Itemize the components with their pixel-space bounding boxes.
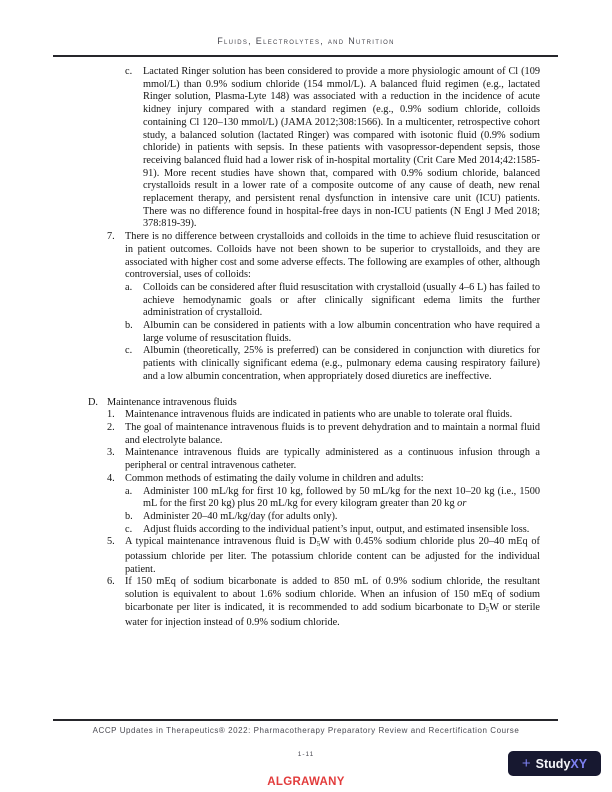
running-head-title: Fluids, Electrolytes, and Nutrition: [217, 36, 395, 46]
paragraph-gap: [88, 384, 540, 397]
list-item: [88, 576, 540, 629]
text-run: or: [457, 498, 467, 510]
list-item: [88, 536, 540, 576]
list-marker: 2.: [107, 421, 115, 433]
text-run: There is no difference between crystalloids and colloids in the time to achieve fluid resuscitation or in patient outcomes. Colloids have not been shown to be superior to crystalloids, and they are associated with higher cost and some adverse effects. The following are examples of other, although controversial, uses of colloids:: [125, 231, 540, 281]
list-marker: c.: [125, 345, 133, 357]
text-run: Albumin (theoretically, 25% is preferred) can be considered in conjunction with diuretics for patients with clinically significant edema (e.g., pulmonary edema causing respiratory failure) and a low albumin concentration, when appropriately dosed diuretics are ineffective.: [143, 345, 540, 382]
watermark-text: ALGRAWANY: [267, 776, 345, 788]
list-marker: 4.: [107, 472, 115, 484]
plus-icon: +: [521, 754, 531, 772]
text-run: The goal of maintenance intravenous fluids is to prevent dehydration and to maintain a normal fluid and electrolyte balance.: [125, 421, 540, 446]
list-item: [88, 231, 540, 282]
list-item: [88, 409, 540, 422]
text-run: Colloids can be considered after fluid resuscitation with crystalloid (usually 4–6 L) has failed to achieve hemodynamic goals or after clinically significant edema limits the further administration of crystalloid.: [143, 281, 540, 319]
text-run: Adjust fluids according to the individual patient’s input, output, and estimated insensible loss.: [143, 523, 530, 535]
text-run: Maintenance intravenous fluids: [107, 396, 237, 408]
list-item: [88, 486, 540, 511]
text-run: Albumin can be considered in patients with a low albumin concentration who have required a large volume of resuscitation fluids.: [143, 320, 540, 344]
list-marker: b.: [125, 320, 133, 332]
list-marker: a.: [125, 281, 133, 293]
text-run: 5: [316, 540, 321, 549]
list-item: [88, 447, 540, 472]
list-item: [88, 473, 540, 486]
footer-rule: [53, 719, 558, 721]
list-item: [88, 345, 540, 383]
list-item: [88, 422, 540, 447]
footer-course-line: ACCP Updates in Therapeutics® 2022: Pharmacotherapy Preparatory Review and Recertification Course: [92, 726, 520, 735]
text-run: Administer 100 mL/kg for first 10 kg, followed by 50 mL/kg for the next 10–20 kg (i.e., 1500 mL for the first 20 kg) plus 20 mL/kg for every kilogram greater than 20 kg: [143, 485, 540, 510]
text-run: Common methods of estimating the daily volume in children and adults:: [125, 472, 424, 484]
list-marker: c.: [125, 66, 133, 77]
text-run: A typical maintenance intravenous fluid is D: [125, 536, 317, 548]
text-run: W with 0.45% sodium chloride plus 20–40 mEq of potassium chloride per liter. The potassium chloride content can be adjusted for the individual patient.: [125, 536, 540, 575]
list-marker: 6.: [107, 576, 115, 588]
list-marker: 7.: [107, 231, 115, 243]
text-run: Maintenance intravenous fluids are indicated in patients who are unable to tolerate oral fluids.: [125, 409, 513, 421]
list-item: [88, 320, 540, 345]
list-marker: b.: [125, 510, 133, 522]
text-run: 5: [485, 605, 490, 614]
header-rule: [53, 55, 558, 57]
list-item: [88, 397, 540, 410]
list-item: [88, 282, 540, 320]
badge-brand-main: Study: [535, 756, 571, 771]
list-item: [88, 524, 540, 537]
list-marker: 3.: [107, 447, 115, 459]
list-item: [88, 511, 540, 524]
list-marker: c.: [125, 523, 133, 535]
badge-brand-label: [536, 757, 587, 771]
list-marker: a.: [125, 485, 133, 497]
list-marker: 5.: [107, 536, 115, 548]
text-run: Maintenance intravenous fluids are typically administered as a continuous infusion through a peripheral or central intravenous catheter.: [125, 447, 540, 472]
list-item: [88, 66, 540, 231]
text-run: W or sterile water for injection instead of 0.9% sodium chloride.: [125, 601, 540, 628]
text-run: If 150 mEq of sodium bicarbonate is added to 850 mL of 0.9% sodium chloride, the resultant solution is equivalent to about 1.6% sodium chloride. When an infusion of 150 mEq of sodium bicarbonate per liter is indicated, it is recommended to add sodium bicarbonate to D: [125, 576, 540, 613]
text-run: Administer 20–40 mL/kg/day (for adults only).: [143, 510, 338, 522]
list-marker: D.: [88, 396, 99, 408]
badge-brand-accent: XY: [570, 756, 588, 771]
page-number: 1-11: [297, 751, 315, 758]
studyxy-badge[interactable]: [508, 751, 601, 776]
list-marker: 1.: [107, 409, 115, 421]
text-run: Lactated Ringer solution has been considered to provide a more physiologic amount of Cl (109 mmol/L) than 0.9% sodium chloride (154 mmol/L). A balanced fluid regimen (e.g., lactated Ringer solution, Plasma-Lyte 148) was associated with a reduction in the incidence of acute kidney injury compared with a standard regimen (e.g., 0.9% sodium chloride, colloids containing Cl 120–130 mmol/L) (JAMA 2012;308:1566). In a multicenter, retrospective cohort study, a balanced solution (lactated Ringer) was compared with isotonic fluid (0.9% sodium chloride) in patients with sepsis. In these patients with vasopressor-dependent sepsis, those receiving balanced fluid had a lower risk of in-hospital mortality (Crit Care Med 2014;42:1585-91). More recent studies have shown that, compared with 0.9% sodium chloride, balanced crystalloids result in a lower rate of a composite outcome of any cause of death, new renal replacement therapy, and persistent renal dysfunction in intensive care unit (ICU) patients. There was no difference found in hospital-free days in non-ICU patients (N Engl J Med 2018; 378:819-39).: [143, 66, 540, 230]
document-body: [88, 66, 540, 629]
